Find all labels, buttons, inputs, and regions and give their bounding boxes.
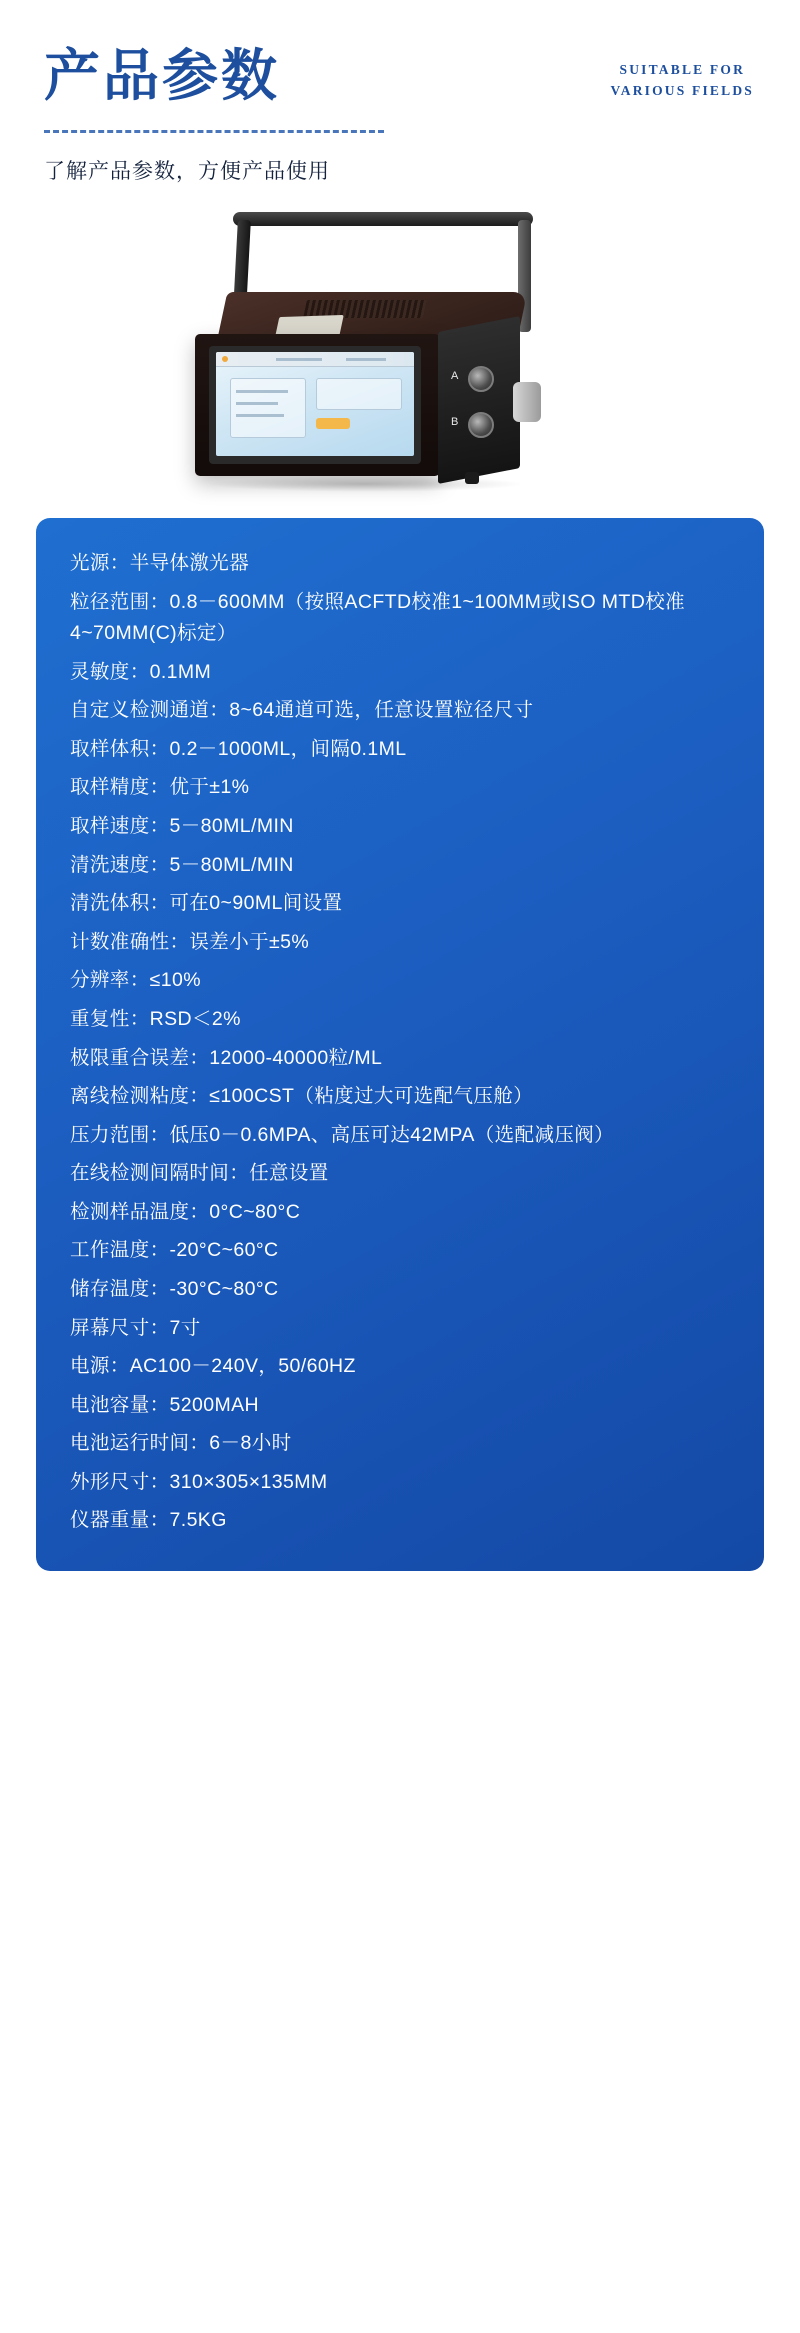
header-tagline — [611, 60, 754, 102]
spec-item: 屏幕尺寸：7寸 — [70, 1316, 201, 1339]
spec-item: 取样速度：5－80ML/MIN — [70, 815, 294, 838]
spec-item: 取样体积：0.2－1000ML，间隔0.1ML — [70, 737, 407, 760]
spec-item: 自定义检测通道：8~64通道可选，任意设置粒径尺寸 — [70, 699, 534, 722]
screen-text-line — [236, 402, 278, 405]
page-header — [0, 0, 800, 200]
page-subtitle: 了解产品参数，方便产品使用 — [44, 159, 330, 183]
particle-counter-device — [165, 204, 635, 504]
specifications-panel — [36, 518, 764, 1571]
spec-item: 离线检测粘度：≤100CST（粘度过大可选配气压舱） — [70, 1085, 534, 1108]
screen-text-line — [276, 358, 322, 361]
spec-item: 压力范围：低压0－0.6MPA、高压可达42MPA（选配减压阀） — [70, 1123, 615, 1146]
device-port-b-label: B — [451, 416, 459, 428]
header-tagline-line2: VARIOUS FIELDS — [610, 82, 754, 98]
title-divider — [44, 130, 384, 133]
device-screen — [216, 352, 414, 456]
page-title: 产品参数 — [44, 44, 280, 109]
spec-item: 仪器重量：7.5KG — [70, 1509, 227, 1532]
spec-item: 极限重合误差：12000-40000粒/ML — [70, 1046, 383, 1069]
spec-item: 外形尺寸：310×305×135MM — [70, 1470, 328, 1493]
spec-item: 灵敏度：0.1MM — [70, 660, 212, 683]
spec-item: 取样精度：优于±1% — [70, 776, 250, 799]
spec-item: 粒径范围：0.8－600MM（按照ACFTD校准1~100MM或ISO MTD校准4~70MM(C)标定） — [70, 590, 686, 645]
spec-item: 重复性：RSD＜2% — [70, 1007, 241, 1030]
spec-item: 电源：AC100－240V，50/60HZ — [70, 1355, 356, 1378]
screen-text-line — [346, 358, 386, 361]
device-port-b — [468, 412, 494, 438]
screen-panel-left — [230, 378, 306, 438]
spec-item: 在线检测间隔时间：任意设置 — [70, 1162, 329, 1185]
spec-item: 光源：半导体激光器 — [70, 552, 250, 574]
spec-item: 电池容量：5200MAH — [70, 1393, 260, 1416]
device-port-a-label: A — [451, 370, 459, 382]
screen-text-line — [236, 414, 284, 417]
spec-item: 清洗体积：可在0~90ML间设置 — [70, 892, 343, 915]
header-tagline-line1: SUITABLE FOR — [619, 62, 746, 77]
spec-item: 计数准确性：误差小于±5% — [70, 930, 310, 953]
screen-panel-right — [316, 378, 402, 410]
screen-action-button — [316, 418, 350, 429]
spec-item: 储存温度：-30°C~80°C — [70, 1277, 279, 1300]
specifications-list — [70, 548, 730, 1537]
device-side-knob — [513, 382, 541, 422]
screen-text-line — [236, 390, 288, 393]
product-image — [0, 204, 800, 504]
spec-item: 工作温度：-20°C~60°C — [70, 1239, 279, 1262]
spec-item: 分辨率：≤10% — [70, 969, 201, 992]
device-shadow — [205, 476, 525, 492]
screen-status-dot — [222, 356, 228, 362]
device-handle-bar — [233, 212, 533, 226]
device-port-a — [468, 366, 494, 392]
spec-item: 电池运行时间：6－8小时 — [70, 1432, 292, 1455]
spec-item: 清洗速度：5－80ML/MIN — [70, 853, 294, 876]
spec-item: 检测样品温度：0°C~80°C — [70, 1200, 301, 1223]
device-side-panel — [438, 316, 520, 484]
